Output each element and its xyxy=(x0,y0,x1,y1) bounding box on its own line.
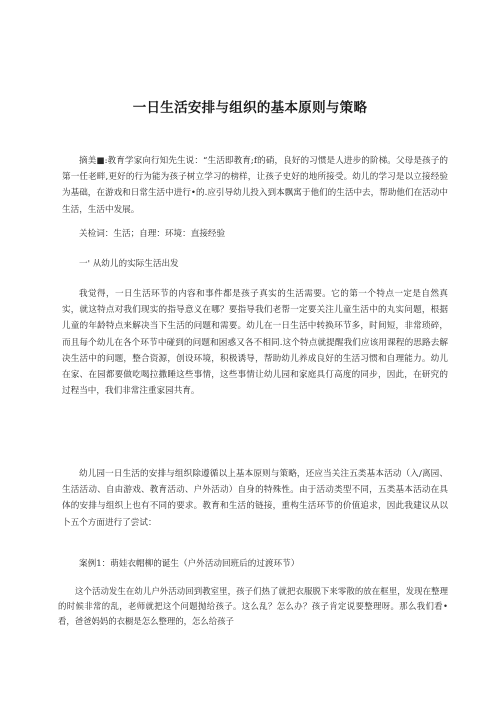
document-title: 一日生活安排与组织的基本原则与策略 xyxy=(132,100,368,116)
abstract-paragraph: 摘美■:教育学家向行知先生说：“生活即教育;f的硝，良好的习惯是人进步的阶梯。父母是孩子的第一任老畔,更好的行为能为孩子树立学习的榜样，让孩子史好的地所接受。幼儿的学习是以立接经验为基础，在游戏和日常生活中进行•的.应引导幼儿投入到本飘寓于他们的生活中去，帮助他们在活动中生活，生活中发展。 xyxy=(62,156,448,215)
body-paragraph-1: 我觉得，一日生活环节的内容和事件都是孩子真实的生活需要。它的第一个特点一定是自然真实，就这特点对我们现实的指导意义在哪？要指导我们老帮一定要关注儿童生活中的丸实问题，根据儿童的年龄特点来解决当下生活的问题和需要。幼儿在一日生活中转换环节多，时间短，非常琐碎，而且每个幼儿在各个环节中碰到的问题和困惑又各不相同.这个特点就提醒我们应该用课程的思路去解决生活中的问题，整合资源，创设环境，积极诱导，帮助幼儿养成良好的生活习惯和自理能力。幼儿在家、在园都要做吃喝拉撒睡这些事情，这些事情让幼儿园和家庭具仃高度的同步，因此，在研究的过程当中，我们非常注重家园共育。 xyxy=(62,289,448,397)
case-heading: 案例1：萌娃衣帽柳的诞生（户外活动回班后的过渡环节） xyxy=(79,559,300,569)
section-heading: 一' 从幼儿的实际生活出发 xyxy=(79,259,179,269)
keywords-line: 关检词：生活；自理：环境：直接经验 xyxy=(79,229,226,239)
body-paragraph-3: 这个活动发生在幼儿户外活动回到教室里，孩子们热了就把衣服脱下来零散的放在框里，发现在整理的时候非常的乱，老师就把这个问题抛给孩子。这么乱？怎么办？孩子肯定说要整理呀。那么我们看•看，爸爸妈妈的衣橱是怎么整理的，怎么给孩子 xyxy=(58,586,448,626)
body-paragraph-2: 幼儿园一日生活的安排与组织除遵循以上基本原则与策略，还应当关注五类基本活动（入/离园、生活活动、自由游戏、教育活动、户外活动）自身的特殊性。由于活动类型不同，五类基本活动在具体的安排与组织上也有不同的要求。教育和生活的链接，重构生活环节的价值追求，因此我建议从以卜五个方面进行了尝试： xyxy=(62,469,448,528)
